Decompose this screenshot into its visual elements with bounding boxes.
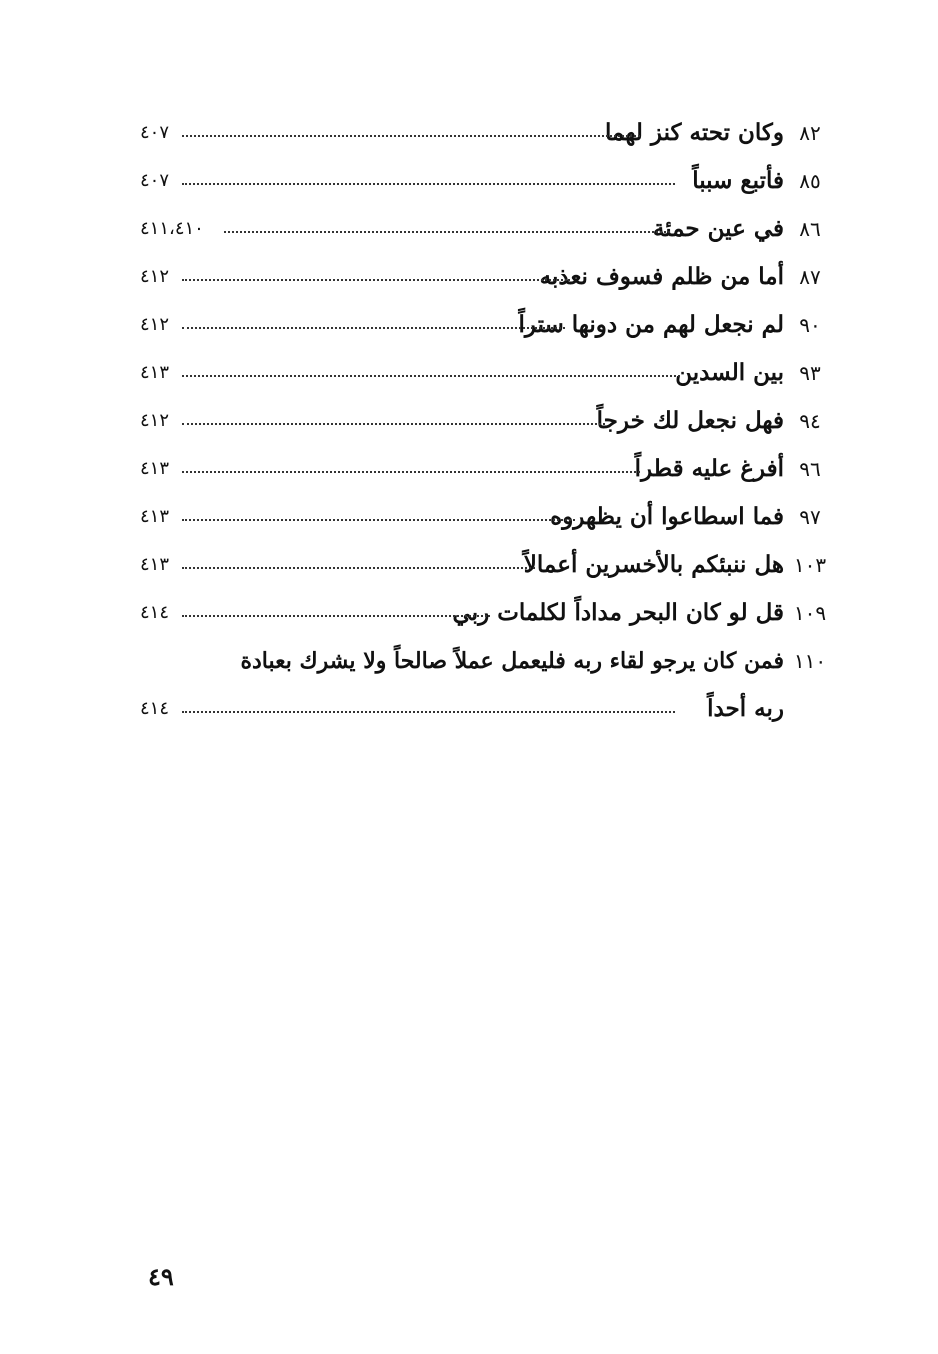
verse-text-continuation: ربه أحداً bbox=[707, 695, 784, 722]
verse-text: فهل نجعل لك خرجاً bbox=[596, 407, 784, 434]
index-entry-continuation bbox=[140, 689, 840, 729]
page-reference: ٤١٣ bbox=[140, 458, 170, 479]
dot-leader bbox=[182, 471, 640, 473]
index-entry bbox=[140, 593, 840, 633]
dot-leader bbox=[182, 423, 605, 425]
verse-number: ٩٦ bbox=[799, 457, 821, 481]
verse-text: فمن كان يرجو لقاء ربه فليعمل عملاً صالحاً ولا يشرك بعبادة bbox=[240, 648, 784, 674]
page-reference: ٤١١،٤١٠ bbox=[140, 218, 204, 239]
dot-leader bbox=[182, 567, 535, 569]
index-entry bbox=[140, 641, 840, 681]
verse-text: أفرغ عليه قطراً bbox=[634, 455, 784, 482]
dot-leader bbox=[182, 135, 640, 137]
index-entry bbox=[140, 305, 840, 345]
page-reference: ٤١٣ bbox=[140, 554, 170, 575]
verse-text: قل لو كان البحر مداداً لكلمات ربي bbox=[452, 599, 784, 626]
page-reference: ٤١٣ bbox=[140, 506, 170, 527]
page-reference: ٤١٤ bbox=[140, 602, 170, 623]
verse-number: ٨٦ bbox=[799, 217, 821, 241]
verse-text: بين السدين bbox=[675, 359, 784, 386]
verse-number: ٩٧ bbox=[799, 505, 821, 529]
index-entry bbox=[140, 209, 840, 249]
verse-number: ١٠٣ bbox=[793, 553, 827, 577]
verse-text: فأتبع سبباً bbox=[692, 167, 784, 194]
index-entry bbox=[140, 257, 840, 297]
page-reference: ٤١٤ bbox=[140, 698, 170, 719]
verse-text: لم نجعل لهم من دونها ستراً bbox=[518, 311, 784, 338]
page-reference: ٤١٢ bbox=[140, 314, 170, 335]
verse-number: ٨٥ bbox=[799, 169, 821, 193]
verse-number: ٨٧ bbox=[799, 265, 821, 289]
verse-number: ١٠٩ bbox=[793, 601, 827, 625]
page-reference: ٤٠٧ bbox=[140, 122, 170, 143]
page-reference: ٤٠٧ bbox=[140, 170, 170, 191]
verse-text: وكان تحته كنز لهما bbox=[605, 119, 784, 146]
verse-text: في عين حمئة bbox=[652, 215, 784, 242]
page-reference: ٤١٢ bbox=[140, 266, 170, 287]
index-entry bbox=[140, 401, 840, 441]
verse-number: ٩٣ bbox=[799, 361, 821, 385]
dot-leader bbox=[182, 711, 675, 713]
verse-number: ٨٢ bbox=[799, 121, 821, 145]
dot-leader bbox=[182, 279, 570, 281]
verse-number: ٩٠ bbox=[799, 313, 821, 337]
dot-leader bbox=[182, 615, 490, 617]
page-reference: ٤١٢ bbox=[140, 410, 170, 431]
index-entry bbox=[140, 497, 840, 537]
index-entry bbox=[140, 449, 840, 489]
dot-leader bbox=[182, 327, 565, 329]
verse-text: هل ننبئكم بالأخسرين أعمالاً bbox=[523, 551, 784, 578]
dot-leader bbox=[182, 519, 575, 521]
index-entry bbox=[140, 161, 840, 201]
verse-number: ٩٤ bbox=[799, 409, 821, 433]
page-number: ٤٩ bbox=[148, 1262, 174, 1291]
dot-leader bbox=[182, 183, 675, 185]
index-entry bbox=[140, 545, 840, 585]
dot-leader bbox=[224, 231, 670, 233]
index-entry bbox=[140, 353, 840, 393]
index-entry bbox=[140, 113, 840, 153]
page-reference: ٤١٣ bbox=[140, 362, 170, 383]
verse-number: ١١٠ bbox=[793, 649, 827, 673]
verse-text: أما من ظلم فسوف نعذبه bbox=[539, 263, 784, 290]
verse-text: فما اسطاعوا أن يظهروه bbox=[550, 503, 784, 530]
dot-leader bbox=[182, 375, 680, 377]
